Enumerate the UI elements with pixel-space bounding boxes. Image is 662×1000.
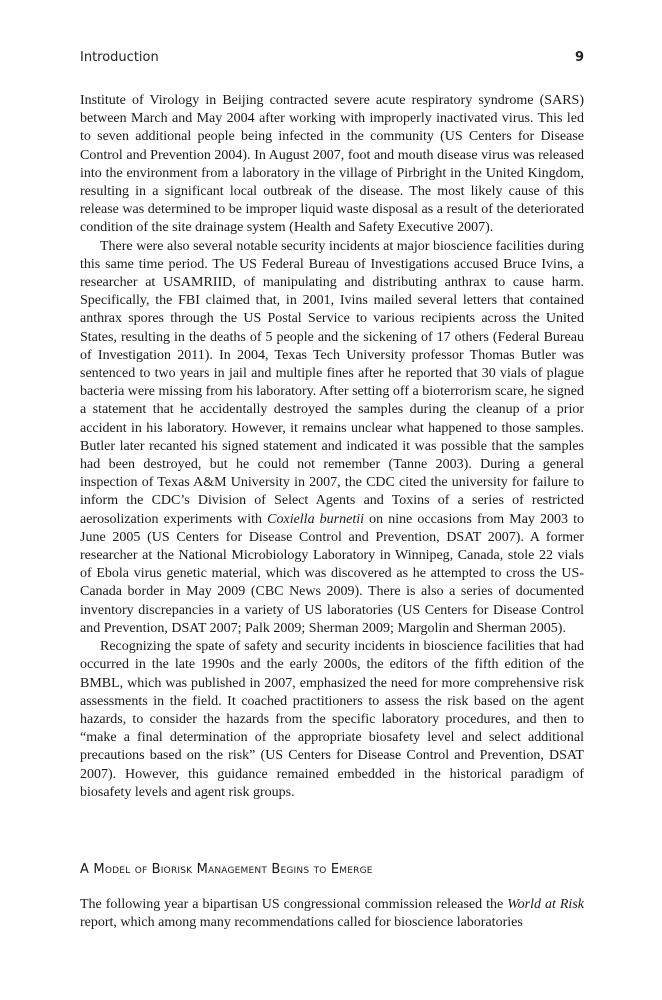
paragraph-text: report, which among many recommendations called for bioscience laboratories [80, 915, 523, 931]
species-name: Coxiella burnetii [267, 511, 365, 527]
paragraph-security-incidents [80, 238, 584, 638]
body-text [80, 92, 584, 802]
paragraph-text: on nine occasions from May 2003 to June 2005 (US Centers for Disease Control and Prevention, DSAT 2007). A former researcher at the National Microbiology Laboratory in Winnipeg, Canada, stole 22 vials of Ebola virus genetic material, which was discovered as he attempted to cross the US-Canada border in May 2009 (CBC News 2009). There is also a series of documented inventory discrepancies in a variety of US laboratories (US Centers for Disease Control and Prevention, DSAT 2007; Palk 2009; Sherman 2009; Margolin and Sherman 2005). [80, 511, 585, 636]
chapter-title: Introduction [80, 50, 159, 65]
paragraph-sars-pirbright: Institute of Virology in Beijing contracted severe acute respiratory syndrome (SARS) between March and May 2004 after working with improperly inactivated virus. This led to seven additional people being infected in the community (US Centers for Disease Control and Prevention 2004). In August 2007, foot and mouth disease virus was released into the environment from a laboratory in the village of Pirbright in the United Kingdom, resulting in a significant local outbreak of the disease. The most likely cause of this release was determined to be improper liquid waste disposal as a result of the deteriorated condition of the site drainage system (Health and Safety Executive 2007). [80, 93, 584, 236]
paragraph-text: The following year a bipartisan US congressional commission released the [80, 897, 508, 912]
section-paragraph [80, 896, 584, 932]
paragraph-bmbl: Recognizing the spate of safety and security incidents in bioscience facilities that had occurred in the late 1990s and the early 2000s, the editors of the fifth edition of the BMBL, which was published in 2007, emphasized the need for more comprehensive risk assessments in the field. It coached practitioners to assess the risk based on the agent hazards, to consider the hazards from the specific laboratory procedures, and then to “make a final determination of the appropriate biosafety level and select additional precautions based on the risk” (US Centers for Disease Control and Prevention, DSAT 2007). However, this guidance remained embedded in the historical paradigm of biosafety levels and agent risk groups. [80, 639, 584, 800]
section-heading: A Model of Biorisk Management Begins to Emerge [80, 862, 373, 877]
report-title: World at Risk [507, 897, 584, 912]
running-header [80, 50, 584, 70]
paragraph-text: There were also several notable security incidents at major bioscience facilities during this same time period. The US Federal Bureau of Investigations accused Bruce Ivins, a researcher at USAMRIID, of manipulating and distributing anthrax to cause harm. Specifically, the FBI claimed that, in 2001, Ivins mailed several letters that contained anthrax spores through the US Postal Service to various recipients across the United States, resulting in the deaths of 5 people and the sickening of 17 others (Federal Bureau of Investigation 2011). In 2004, Texas Tech University professor Thomas Butler was sentenced to two years in jail and multiple fines after he reported that 30 vials of plague bacteria were missing from his laboratory. After setting off a bioterrorism scare, he signed a statement that he accidentally destroyed the samples during the cleanup of a prior accident in his laboratory. However, it remains unclear what happened to those samples. Butler later recanted his signed statement and indicated it was possible that the samples had been destroyed, but he could not remember (Tanne 2003). During a general inspection of Texas A&M University in 2007, the CDC cited the university for failure to inform the CDC’s Division of Select Agents and Toxins of a series of restricted aerosolization experiments with [80, 238, 584, 527]
page-number: 9 [574, 50, 584, 65]
